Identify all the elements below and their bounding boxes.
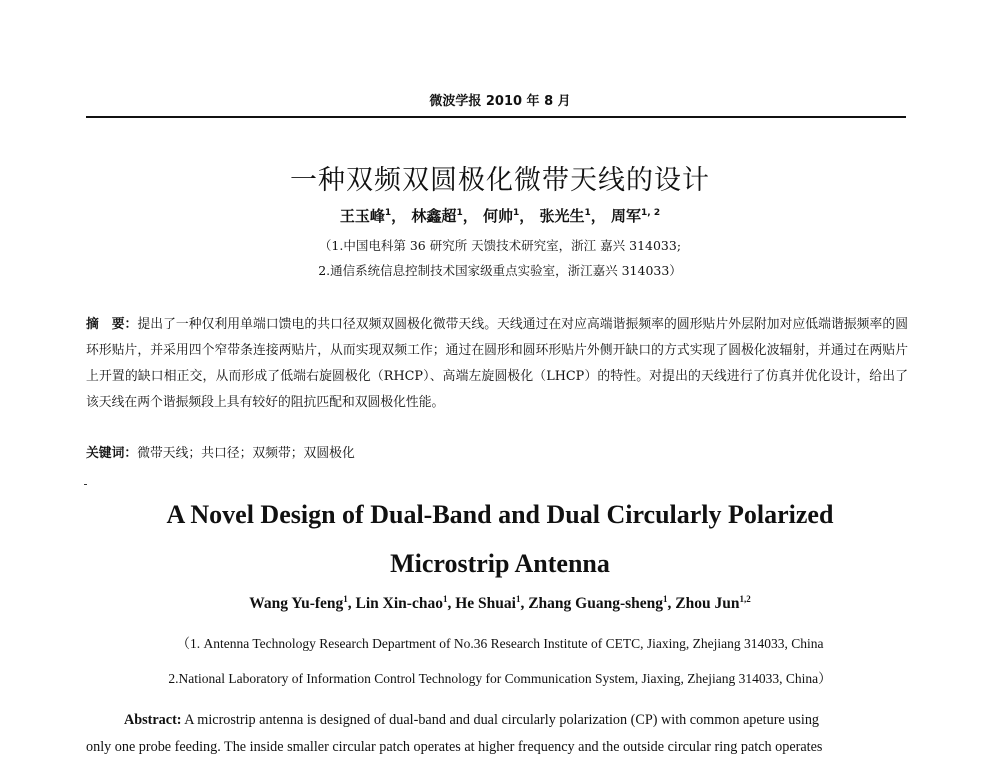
en-author-sep: , [347, 595, 356, 613]
chinese-title: 一种双频双圆极化微带天线的设计 [290, 165, 710, 196]
en-author-sup: 1,2 [739, 594, 751, 604]
cn-author-sup: 1 [584, 208, 591, 218]
chinese-abstract-label: 摘 要： [86, 317, 138, 332]
cn-author: 张光生 [539, 207, 585, 225]
chinese-affiliation-1: （1.中国电科第 36 研究所 天馈技术研究室，浙江 嘉兴 314033; [318, 238, 682, 253]
chinese-authors [0, 205, 1000, 226]
english-abstract-line-2: only one probe feeding. The inside smaller circular patch operates at higher frequency and the outside circular ring patch operates [86, 739, 823, 755]
english-affiliation-2: 2.National Laboratory of Information Control Technology for Communication System, Jiaxing, Zhejiang 314033, China） [168, 671, 832, 686]
chinese-keywords-text: 微带天线；共口径；双频带；双圆极化 [137, 446, 355, 461]
en-author: He Shuai [455, 595, 516, 613]
cn-author: 王玉峰 [339, 207, 385, 225]
cn-author-sup: 1, 2 [641, 208, 661, 218]
english-title-line-1: A Novel Design of Dual-Band and Dual Circularly Polarized [166, 500, 834, 529]
chinese-abstract-text: 提出了一种仅利用单端口馈电的共口径双频双圆极化微带天线。天线通过在对应高端谐振频率的圆形贴片外层附加对应低端谐振频率的圆环形贴片，并采用四个窄带条连接两贴片，从而实现双频工作；通过在圆形和圆环形贴片外侧开缺口的方式实现了圆极化波辐射，并通过在两贴片上开置的缺口相正交，从而形成了低端右旋圆极化（RHCP）、高端左旋圆极化（LHCP）的特性。对提出的天线进行了仿真并优化设计，给出了该天线在两个谐振频段上具有较好的阻抗匹配和双圆极化性能。 [86, 317, 909, 410]
cn-author-sep: ， [462, 207, 478, 225]
cn-author-sup: 1 [456, 208, 463, 218]
english-abstract-line-1 [86, 707, 908, 734]
cn-author: 何帅 [482, 207, 513, 225]
en-author: Zhou Jun [675, 595, 740, 613]
cn-author-sep: ， [519, 207, 535, 225]
chinese-keywords-label: 关键词： [86, 446, 138, 461]
en-author-sep: , [447, 595, 456, 613]
english-abstract-text-1: A microstrip antenna is designed of dual-band and dual circularly polarization (CP) with common apeture using [184, 712, 820, 728]
english-affiliation-1: （1. Antenna Technology Research Department of No.36 Research Institute of CETC, Jiaxing, Zhejiang 314033, China [176, 636, 824, 651]
en-author-sup: 1 [515, 594, 521, 604]
en-author-sup: 1 [663, 594, 668, 604]
header-rule [86, 116, 906, 118]
en-author-sup: 1 [442, 594, 448, 604]
english-authors [0, 594, 1000, 613]
english-abstract-label: Abstract: [124, 712, 182, 728]
en-author-sep: , [520, 595, 529, 613]
cn-author-sup: 1 [512, 208, 520, 218]
en-author: Zhang Guang-sheng [528, 595, 664, 613]
english-title-line-2: Microstrip Antenna [390, 549, 610, 578]
cn-author-sep: ， [391, 207, 407, 225]
en-author: Lin Xin-chao [355, 595, 443, 613]
cn-author-sep: ， [590, 207, 606, 225]
cn-author: 周军 [611, 207, 642, 225]
margin-mark [84, 484, 87, 485]
chinese-keywords [86, 442, 355, 461]
cn-author: 林鑫超 [411, 207, 457, 225]
cn-author-sup: 1 [384, 208, 392, 218]
journal-header: 微波学报 2010 年 8 月 [429, 94, 571, 109]
en-author-sep: , [667, 595, 676, 613]
chinese-abstract [86, 312, 908, 416]
english-abstract [86, 707, 908, 761]
chinese-affiliation-2: 2.通信系统信息控制技术国家级重点实验室，浙江嘉兴 314033） [318, 263, 682, 278]
en-author-sup: 1 [343, 594, 348, 604]
en-author: Wang Yu-feng [249, 595, 344, 613]
